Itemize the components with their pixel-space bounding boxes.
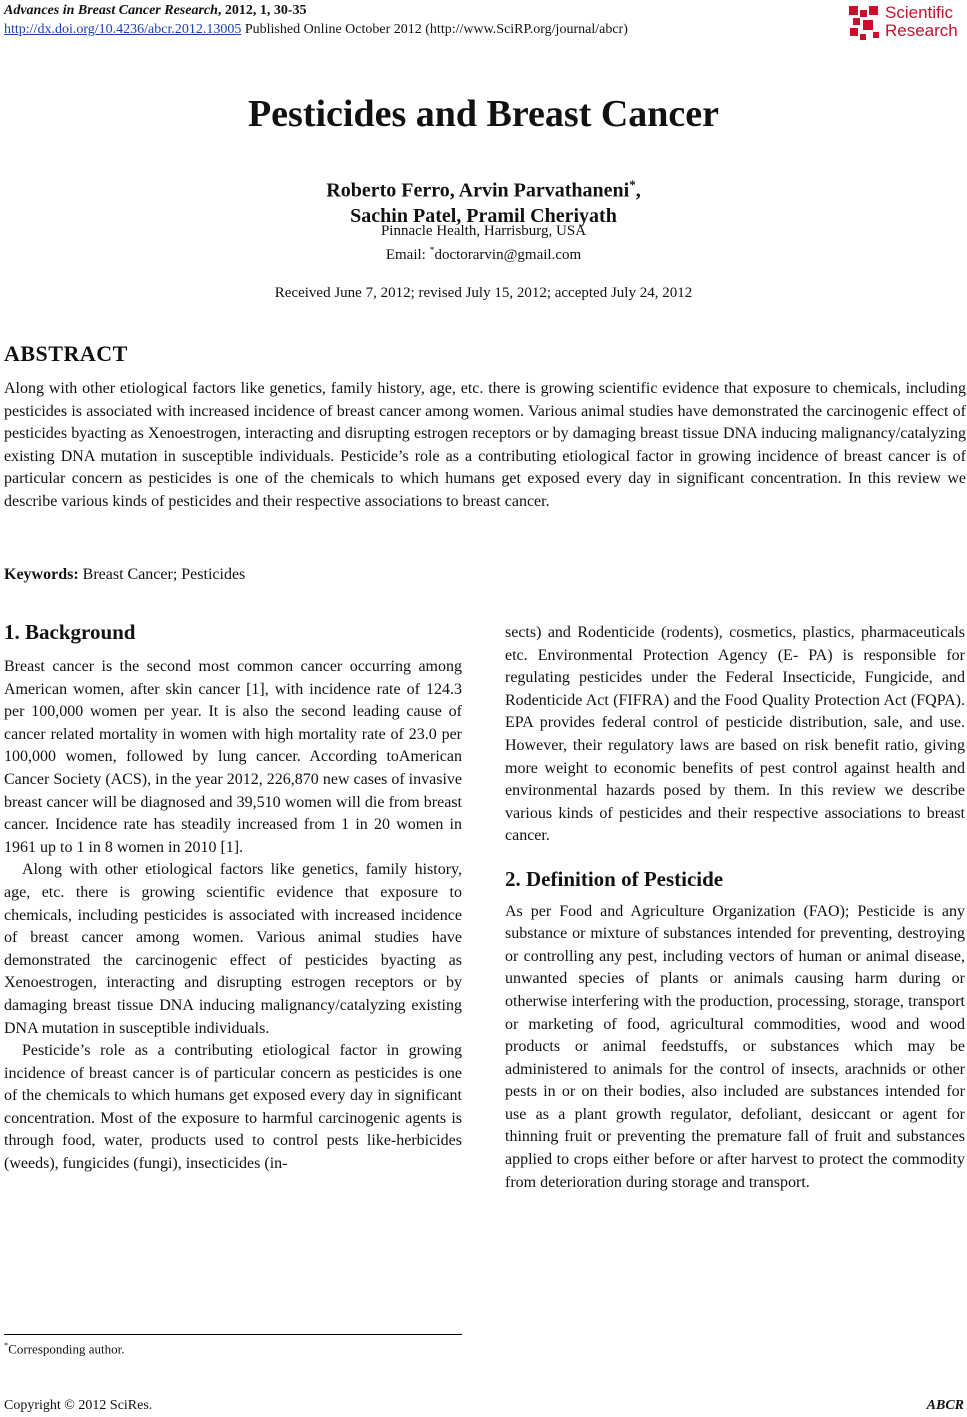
- footnote: [4, 1340, 124, 1357]
- doi-line: [4, 22, 628, 38]
- corresponding-mark: *: [629, 177, 636, 192]
- logo-line1: Scientific: [885, 3, 954, 22]
- journal-name: Advances in Breast Cancer Research: [4, 3, 218, 18]
- left-column: [4, 656, 462, 1176]
- copyright: Copyright © 2012 SciRes.: [4, 1398, 153, 1413]
- keywords-text: Breast Cancer; Pesticides: [78, 566, 246, 583]
- footnote-mark: *: [4, 1340, 9, 1350]
- logo-line2: Research: [885, 21, 958, 40]
- authors-line1: Roberto Ferro, Arvin Parvathaneni: [326, 179, 630, 202]
- abstract-text: Along with other etiological factors like genetics, family history, age, etc. there is growing scientific evidence that exposure to chemicals, including pesticides is associated with increased incidence of breast cancer among women. Various animal studies have demonstrated the carcinogenic effect of pesticides byacting as Xenoestrogen, interacting and disrupting estrogen receptors or by damaging breast tissue DNA inducing malignancy/catalyzing existing DNA mutation in susceptible individuals. Pesticide’s role as a contributing etiological factor in growing incidence of breast cancer is of particular concern as pesticides is one of the chemicals to which humans get exposed every day in significant concentration. In this review we describe various kinds of pesticides and their respective associations to breast cancer.: [4, 380, 966, 510]
- journal-abbreviation: ABCR: [926, 1398, 964, 1413]
- abstract-heading: ABSTRACT: [4, 341, 128, 366]
- email-address: doctorarvin@gmail.com: [434, 247, 582, 263]
- keywords: [4, 566, 245, 584]
- volume-info: , 2012, 1, 30-35: [217, 3, 307, 18]
- keywords-label: Keywords:: [4, 566, 79, 583]
- authors-line1-comma: ,: [635, 179, 641, 202]
- email-mark: *: [429, 245, 435, 256]
- section2-paragraph1: As per Food and Agriculture Organization (FAO); Pesticide is any substance or mixture of substances intended for preventing, destroying or controlling any pest, including vectors of human or animal disease, unwanted species of plants or animals causing harm during or otherwise interfering with the production, processing, storage, transport or marketing of food, agricultural commodities, wood and wood products or animal feedstuffs, or substances which may be administered to animals for the control of insects, arachnids or other pests in or on their bodies, also included are substances intended for use as a plant growth regulator, defoliant, desiccant or agent for thinning fruit or preventing the premature fall of fruit and substances applied to crops either before or after harvest to protect the commodity from deterioration during storage and transport.: [505, 902, 965, 1191]
- section1-heading: 1. Background: [4, 620, 136, 644]
- right-column: [505, 622, 965, 1194]
- footnote-rule: [4, 1334, 462, 1335]
- doi-link[interactable]: http://dx.doi.org/10.4236/abcr.2012.13005: [4, 22, 242, 37]
- publisher-logo: [847, 4, 965, 44]
- email-line: [0, 241, 967, 265]
- section1-paragraph1: Breast cancer is the second most common cancer occurring among American women, after skin cancer [1], with incidence rate of 124.3 per 100,000 women per year. It is also the second leading cause of cancer related mortality in women with high mortality rate of 23.0 per 100,000 women, followed by lung cancer. According toAmerican Cancer Society (ACS), in the year 2012, 226,870 new cases of invasive breast cancer will be diagnosed and 39,510 women will die from breast cancer. Incidence rate has steadily increased from 1 in 20 women in 1961 up to 1 in 8 women in 2010 [1].: [4, 658, 462, 856]
- journal-citation: [4, 3, 307, 19]
- section1-paragraph2: Along with other etiological factors like genetics, family history, age, etc. there is growing scientific evidence that exposure to chemicals, including pesticides is associated with increased incidence of breast cancer among women. Various animal studies have demonstrated the carcinogenic effect of pesticides byacting as Xenoestrogen, interacting and disrupting estrogen receptors or by damaging breast tissue DNA inducing malignancy/catalyzing existing DNA mutation in susceptible individuals.: [4, 861, 462, 1037]
- publisher-logo-icon: [847, 4, 883, 44]
- email-prefix: Email:: [385, 247, 430, 263]
- section2-heading: 2. Definition of Pesticide: [505, 866, 724, 891]
- authors-line2: Sachin Patel, Pramil Cheriyath: [350, 204, 617, 227]
- section1-paragraph3-continued: sects) and Rodenticide (rodents), cosmetics, plastics, pharmaceuticals etc. Environmental Protection Agency (E- PA) is responsible for regulating pesticides under the Federal Insecticide, Fungicide, and Rodenticide Act (FIFRA) and the Food Quality Protection Act (FQPA). EPA provides federal control of pesticide distribution, sale, and use. However, their regulatory laws are based on risk benefit ratio, giving more weight to economic benefits of pest control against health and environmental hazards posed by them. In this review we describe various kinds of pesticides and their respective associations to breast cancer.: [505, 624, 965, 845]
- section1-paragraph3: Pesticide’s role as a contributing etiological factor in growing incidence of breast cancer is of particular concern as pesticides is one of the chemicals to which humans get exposed every day in significant concentration. Most of the exposure to harmful carcinogenic agents is through food, water, products used to control pests like-herbicides (weeds), fungicides (fungi), insecticides (in-: [4, 1042, 462, 1173]
- affiliation: Pinnacle Health, Harrisburg, USA: [380, 223, 587, 239]
- affiliation-block: [0, 221, 967, 265]
- paper-title: Pesticides and Breast Cancer: [247, 93, 720, 135]
- published-info: Published Online October 2012 (http://www.SciRP.org/journal/abcr): [241, 22, 628, 37]
- footnote-text: Corresponding author.: [8, 1341, 125, 1357]
- received-dates: Received June 7, 2012; revised July 15, 2012; accepted July 24, 2012: [274, 285, 693, 301]
